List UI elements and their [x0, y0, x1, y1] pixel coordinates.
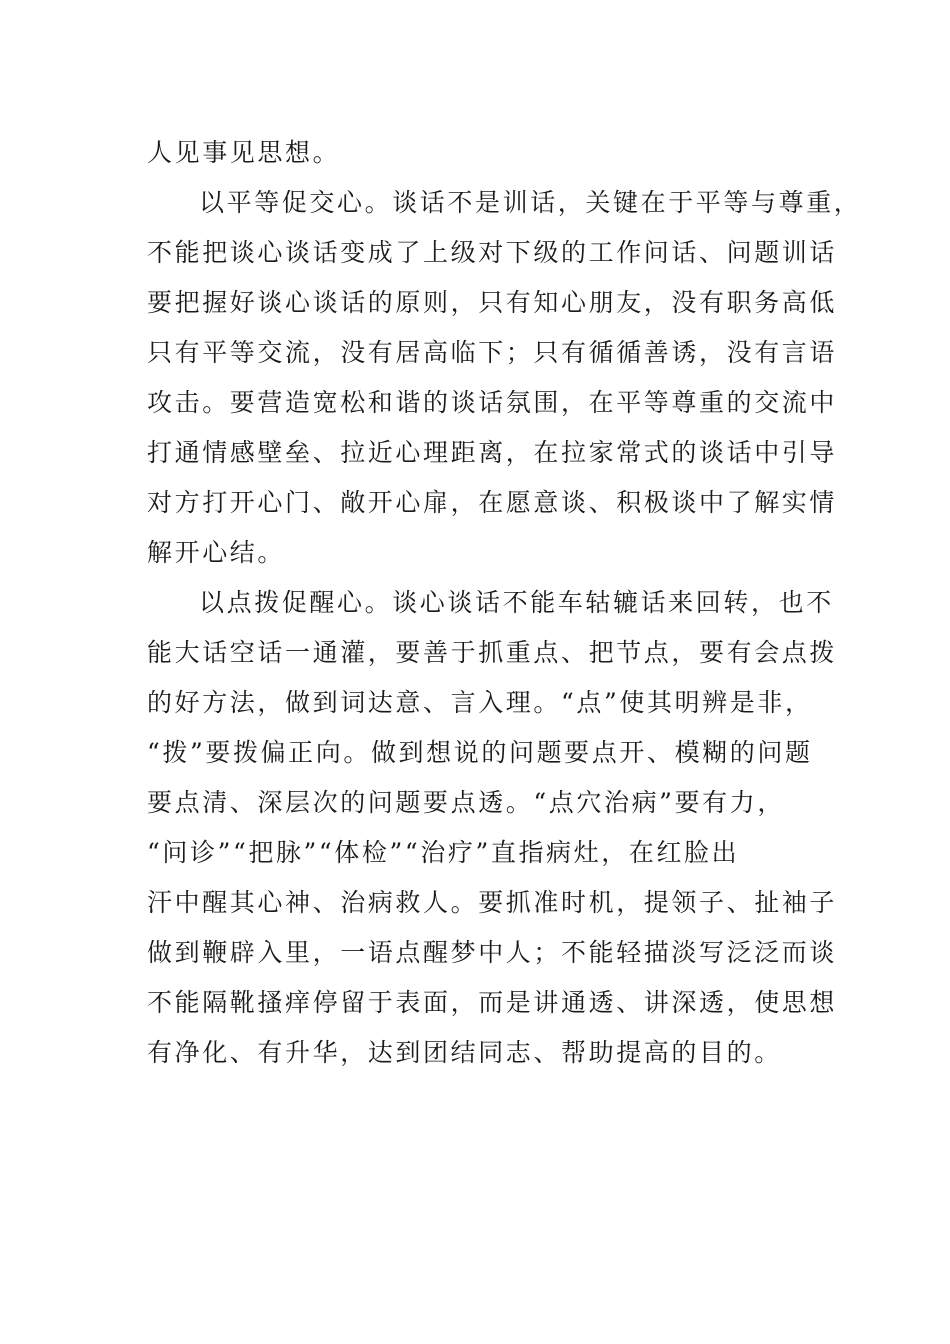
- paragraph-line: 汗中醒其心神、治病救人。要抓准时机，提领子、扯袖子: [147, 888, 838, 917]
- paragraph-line: 解开心结。: [147, 538, 286, 567]
- paragraph-line: 对方打开心门、敞开心扉，在愿意谈、积极谈中了解实情: [147, 488, 838, 517]
- paragraph-line: 人见事见思想。: [147, 138, 341, 167]
- paragraph-line: 要点清、深层次的问题要点透。“点穴治病”要有力，: [147, 788, 785, 817]
- paragraph-line: 有净化、有升华，达到团结同志、帮助提高的目的。: [147, 1038, 782, 1067]
- paragraph-line: 做到鞭辟入里，一语点醒梦中人；不能轻描淡写泛泛而谈: [147, 938, 838, 967]
- paragraph-line: 能大话空话一通灌，要善于抓重点、把节点，要有会点拨: [147, 638, 838, 667]
- paragraph-line: “拨”要拨偏正向。做到想说的问题要点开、模糊的问题: [147, 738, 813, 767]
- paragraph-line: 以点拨促醒心。谈心谈话不能车轱辘话来回转，也不: [199, 588, 834, 617]
- paragraph-line: 攻击。要营造宽松和谐的谈话氛围，在平等尊重的交流中: [147, 388, 838, 417]
- paragraph-line: “问诊”“把脉”“体检”“治疗”直指病灶，在红脸出: [147, 838, 740, 867]
- paragraph-line: 打通情感壁垒、拉近心理距离，在拉家常式的谈话中引导: [147, 438, 838, 467]
- paragraph-line: 要把握好谈心谈话的原则，只有知心朋友，没有职务高低: [147, 288, 838, 317]
- paragraph-line: 的好方法，做到词达意、言入理。“点”使其明辨是非，: [147, 688, 813, 717]
- paragraph-line: 以平等促交心。谈话不是训话，关键在于平等与尊重，: [199, 188, 862, 217]
- paragraph-line: 不能隔靴搔痒停留于表面，而是讲通透、讲深透，使思想: [147, 988, 838, 1017]
- document-body: [147, 128, 862, 1078]
- paragraph-line: 只有平等交流，没有居高临下；只有循循善诱，没有言语: [147, 338, 838, 367]
- paragraph-line: 不能把谈心谈话变成了上级对下级的工作问话、问题训话: [147, 238, 838, 267]
